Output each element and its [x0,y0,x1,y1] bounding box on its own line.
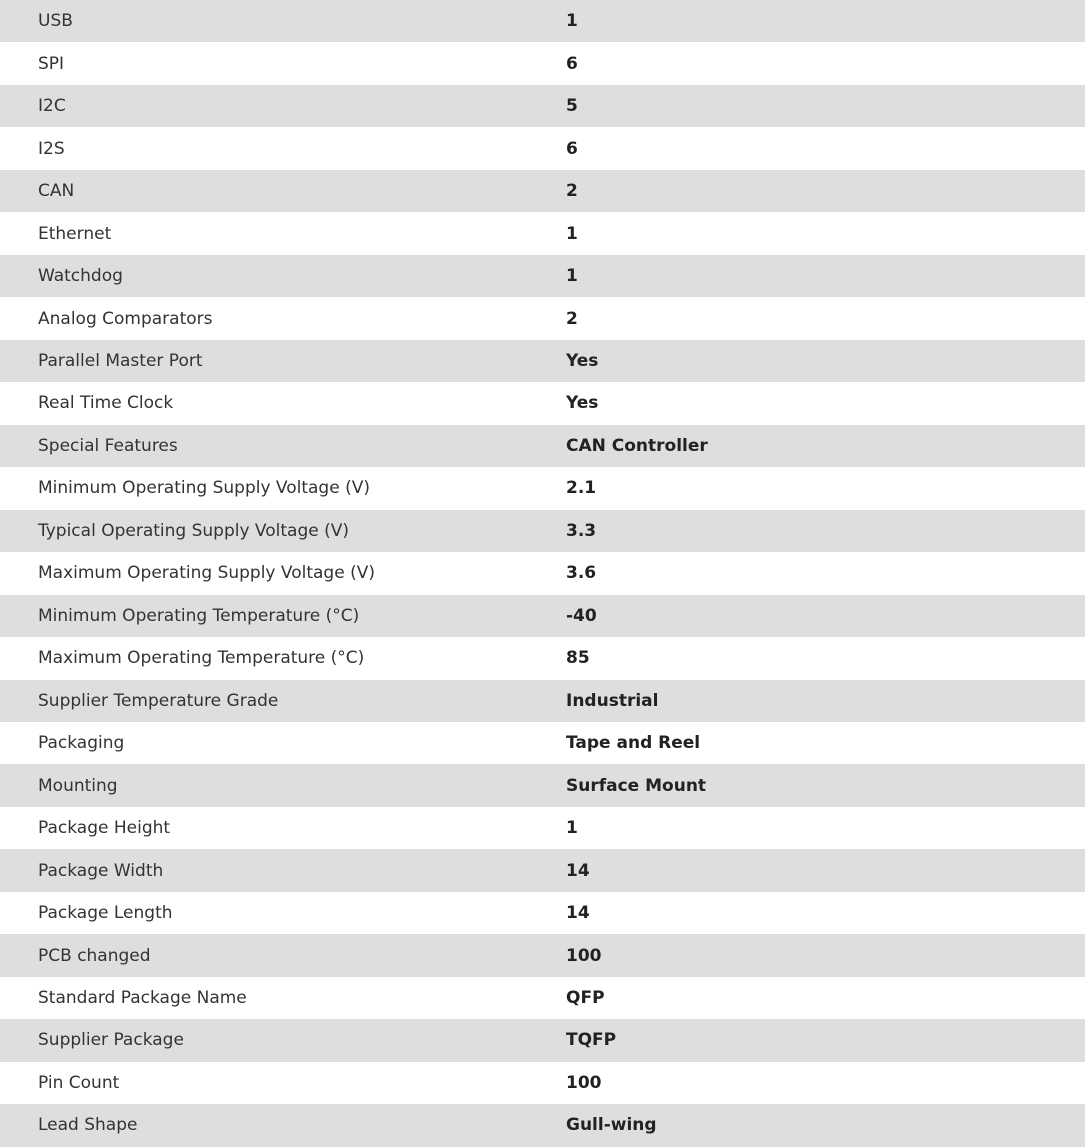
spec-value: Tape and Reel [566,733,701,754]
table-row [0,892,1085,934]
spec-label: I2S [38,138,65,159]
table-row [0,0,1085,42]
spec-value: 2 [566,181,578,202]
spec-value: Industrial [566,690,659,711]
table-row [0,764,1085,806]
spec-label: Analog Comparators [38,308,213,329]
spec-label: PCB changed [38,945,151,966]
table-row [0,977,1085,1019]
table-row [0,807,1085,849]
spec-label: Package Width [38,860,164,881]
spec-label: Watchdog [38,266,123,287]
spec-value: 2.1 [566,478,597,499]
table-row [0,552,1085,594]
spec-label: Real Time Clock [38,393,174,414]
table-row [0,255,1085,297]
spec-label: Standard Package Name [38,988,247,1009]
spec-value: 2 [566,308,578,329]
spec-label: Package Height [38,818,171,839]
spec-label: Lead Shape [38,1115,138,1136]
spec-label: SPI [38,53,65,74]
spec-label: Supplier Temperature Grade [38,690,279,711]
spec-value: 85 [566,648,590,669]
spec-value: Surface Mount [566,775,707,796]
table-row [0,595,1085,637]
spec-value: 3.3 [566,520,597,541]
spec-value: 6 [566,53,578,74]
spec-value: Yes [566,350,599,371]
table-row [0,1062,1085,1104]
table-row [0,467,1085,509]
spec-value: 1 [566,266,578,287]
spec-label: Mounting [38,775,118,796]
table-row [0,637,1085,679]
spec-label: Packaging [38,733,125,754]
spec-label: Maximum Operating Temperature (°C) [38,648,365,669]
table-row [0,1019,1085,1061]
spec-value: 1 [566,223,578,244]
spec-value: 100 [566,1072,602,1093]
table-row [0,170,1085,212]
table-row [0,722,1085,764]
spec-value: -40 [566,605,597,626]
table-row [0,212,1085,254]
spec-value: 14 [566,903,590,924]
spec-value: TQFP [566,1030,617,1051]
spec-label: Maximum Operating Supply Voltage (V) [38,563,375,584]
table-row [0,340,1085,382]
table-row [0,85,1085,127]
table-row [0,934,1085,976]
table-row [0,382,1085,424]
table-row [0,42,1085,84]
table-row [0,680,1085,722]
spec-label: Minimum Operating Temperature (°C) [38,605,360,626]
table-row [0,297,1085,339]
table-row [0,510,1085,552]
spec-label: Special Features [38,435,178,456]
spec-label: Package Length [38,903,173,924]
spec-value: CAN Controller [566,435,708,456]
spec-label: CAN [38,181,75,202]
spec-value: 6 [566,138,578,159]
spec-label: Supplier Package [38,1030,184,1051]
spec-value: 1 [566,11,578,32]
spec-value: 14 [566,860,590,881]
table-row [0,425,1085,467]
table-row [0,849,1085,891]
spec-label: Minimum Operating Supply Voltage (V) [38,478,370,499]
table-row [0,127,1085,169]
spec-label: Parallel Master Port [38,350,203,371]
spec-value: QFP [566,988,605,1009]
spec-label: Pin Count [38,1072,120,1093]
spec-label: USB [38,11,73,32]
spec-value: 5 [566,96,578,117]
spec-label: Typical Operating Supply Voltage (V) [38,520,349,541]
spec-value: Gull-wing [566,1115,657,1136]
spec-value: 3.6 [566,563,597,584]
spec-value: 1 [566,818,578,839]
spec-value: Yes [566,393,599,414]
spec-label: Ethernet [38,223,112,244]
table-row [0,1104,1085,1146]
spec-value: 100 [566,945,602,966]
spec-label: I2C [38,96,66,117]
